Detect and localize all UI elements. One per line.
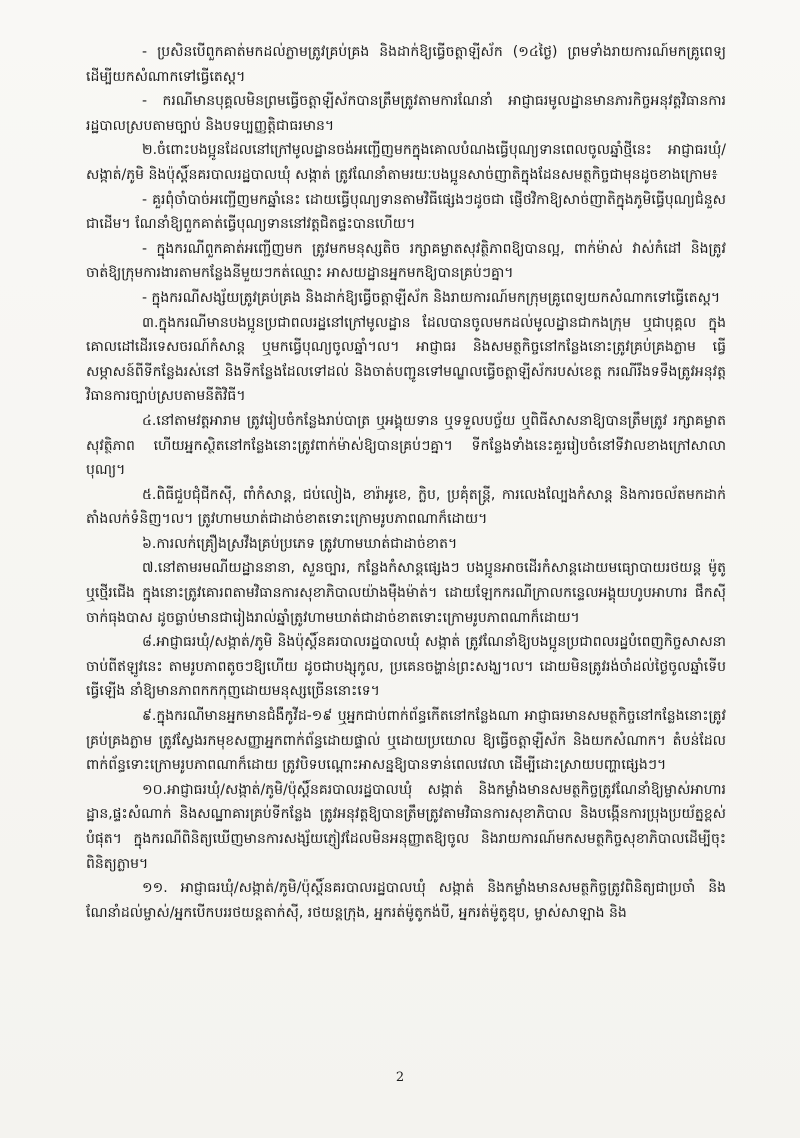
paragraph-1-bullet-quarantine: - ប្រសិនបើពួកគាត់មកដល់ភ្លាមត្រូវគ្រប់គ្រង និងដាក់ឱ្យធ្វើចត្តាឡីស័ក (១៤ថ្ងៃ) ព្រមទាំងរាយការណ៍មកគ្រូពេទ្យ ដើម្បីយកសំណាកទៅធ្វើតេស្ត។ xyxy=(86,44,726,85)
paragraph-4-bullet-no-travel: - គួរពុំចាំបាច់អញ្ជើញមកឆ្នាំនេះ ដោយធ្វើបុណ្យទានតាមវិធីផ្សេងៗដូចជា ផ្ញើថវិកាឱ្យសាច់ញាតិក្នុងភូមិធ្វើបុណ្យជំនួសជាដើម។ ណែនាំឱ្យពួកគាត់ធ្វើបុណ្យទាននៅវត្តជិតផ្ទះបានហើយ។ xyxy=(86,191,726,233)
paragraph-11-item-7: ៧.នៅតាមរមណីយដ្ឋាននានា, សួនច្បារ, កន្លែងកំសាន្តផ្សេងៗ បងប្អូនអាចដើរកំសាន្តដោយមធ្យោបាយរថយន្ត ម៉ូតូ ឬថ្មើរជើង ក្នុងនោះត្រូវគោរពតាមវិធានការសុខាភិបាលយ៉ាងម៉ឺងម៉ាត់។ ដោយឡែកករណីក្រាលកន្ទេលអង្គុយហូបអាហារ ផឹកស៊ី ចាក់ធុងបាស ដូចធ្លាប់មានជារៀងរាល់ឆ្នាំត្រូវហាមឃាត់ជាដាច់ខាតទោះក្រោមរូបភាពណាក៏ដោយ។ xyxy=(86,560,726,626)
paragraph-10-item-6: ៦.ការលក់គ្រឿងស្រវឹងគ្រប់ប្រភេទ ត្រូវហាមឃាត់ជាដាច់ខាត។ xyxy=(142,535,458,552)
paragraph-12-item-8: ៨.អាជ្ញាធរឃុំ/សង្កាត់/ភូមិ និងប៉ុស្តិ៍នគរបាលរដ្ឋបាលឃុំ សង្កាត់ ត្រូវណែនាំឱ្យបងប្អូនប្រជាពលរដ្ឋបំពេញកិច្ចសាសនាចាប់ពីឥឡូវនេះ តាមរូបភាពតូចៗឱ្យហើយ ដូចជាបង្សុកូល, ប្រគេនចង្ហាន់ព្រះសង្ឃ។ល។ ដោយមិនត្រូវរង់ចាំដល់ថ្ងៃចូលឆ្នាំទើបធ្វើឡើង នាំឱ្យមានភាពកកកុញដោយមនុស្សច្រើននោះទេ។ xyxy=(86,634,726,700)
paragraph-15-item-11: ១១. អាជ្ញាធរឃុំ/សង្កាត់/ភូមិ/ប៉ុស្តិ៍នគរបាលរដ្ឋបាលឃុំ សង្កាត់ និងកម្លាំងមានសមត្ថកិច្ចត្រូវពិនិត្យជាប្រចាំ និងណែនាំដល់ម្ចាស់/អ្នកបើកបររថយន្តតាក់ស៊ី, រថយន្តក្រុង, អ្នករត់ម៉ូតូកង់បី, អ្នករត់ម៉ូតូឌុប, ម្ចាស់សាឡាង និង xyxy=(86,880,726,921)
paragraph-5-bullet-safety: - ក្នុងករណីពួកគាត់អញ្ជើញមក ត្រូវមកមនុស្សតិច រក្សាគម្លាតសុវត្ថិភាពឱ្យបានល្អ, ពាក់ម៉ាស់ វាស់កំដៅ និងត្រូវចាត់ឱ្យក្រុមការងារតាមកន្លែងនីមួយៗកត់ឈ្មោះ អាសយដ្ឋានអ្នកមកឱ្យបានគ្រប់ៗគ្នា។ xyxy=(86,240,726,282)
paragraph-7-item-3: ៣.ក្នុងករណីមានបងប្អូនប្រជាពលរដ្ឋនៅក្រៅមូលដ្ឋាន ដែលបានចូលមកដល់មូលដ្ឋានជាកងក្រុម ឬជាបុគ្គល ក្នុងគោលដៅដើរទេសចរណ៍កំសាន្ត ឬមកធ្វើបុណ្យចូលឆ្នាំ។ល។ អាជ្ញាធរ និងសមត្ថកិច្ចនៅកន្លែងនោះត្រូវគ្រប់គ្រងភ្លាម ធ្វើសម្ភាសន៍ពីទីកន្លែងរស់នៅ និងទីកន្លែងដែលទៅដល់ និងចាត់បញ្ជូនទៅមណ្ឌលធ្វើចត្តាឡីស័ករបស់ខេត្ត ករណីរឹងទទឹងត្រូវអនុវត្តវិធានការច្បាប់ស្របតាមនីតិវិធី។ xyxy=(86,314,726,405)
paragraph-8-item-4: ៤.នៅតាមវត្តអារាម ត្រូវរៀបចំកន្លែងរាប់បាត្រ ឬអង្គុយទាន ឬទទួលបច្ច័យ ឬពិធីសាសនាឱ្យបានត្រឹមត្រូវ រក្សាគម្លាតសុវត្ថិភាព ហើយអ្នកស្ថិតនៅកន្លែងនោះត្រូវពាក់ម៉ាស់ឱ្យបានគ្រប់ៗគ្នា។ ទីកន្លែងទាំងនេះគួររៀបចំនៅទីវាលខាងក្រៅសាលាបុណ្យ។ xyxy=(86,412,726,479)
paragraph-14-item-10: ១០.អាជ្ញាធរឃុំ/សង្កាត់/ភូមិ/ប៉ុស្តិ៍នគរបាលរដ្ឋបាលឃុំ សង្កាត់ និងកម្លាំងមានសមត្ថកិច្ចត្រូវណែនាំឱ្យម្ចាស់អាហារដ្ឋាន,ផ្ទះសំណាក់ និងសណ្ឋាគារគ្រប់ទីកន្លែង ត្រូវអនុវត្តឱ្យបានត្រឹមត្រូវតាមវិធានការសុខាភិបាល និងបង្កើនការប្រុងប្រយ័ត្នខ្ពស់បំផុត។ ក្នុងករណីពិនិត្យឃើញមានការសង្ស័យភ្ញៀវដែលមិនអនុញ្ញាតឱ្យចូល និងរាយការណ៍មកសមត្ថកិច្ចសុខាភិបាលដើម្បីចុះពិនិត្យភ្លាម។ xyxy=(86,781,726,872)
page-number: 2 xyxy=(395,1070,405,1085)
paragraph-13-item-9: ៩.ក្នុងករណីមានអ្នកមានជំងឺកូវីដ-១៩ ឬអ្នកជាប់ពាក់ព័ន្ធកើតនៅកន្លែងណា អាជ្ញាធរមានសមត្ថកិច្ចនៅកន្លែងនោះត្រូវគ្រប់គ្រងភ្លាម ត្រូវស្វែងរកមុខសញ្ញាអ្នកពាក់ព័ន្ធដោយផ្ទាល់ ឬដោយប្រយោល ឱ្យធ្វើចត្តាឡីស័ក និងយកសំណាក។ តំបន់ដែលពាក់ព័ន្ធទោះក្រោមរូបភាពណាក៏ដោយ ត្រូវបិទបណ្តោះអាសន្នឱ្យបានទាន់ពេលវេលា ដើម្បីដោះស្រាយបញ្ហាផ្សេងៗ។ xyxy=(86,708,726,774)
paragraph-2-bullet-legal-measures: - ករណីមានបុគ្គលមិនព្រមធ្វើចត្តាឡីស័កបានត្រឹមត្រូវតាមការណែនាំ អាជ្ញាធរមូលដ្ឋានមានភារកិច្ចអនុវត្តវិធានការរដ្ឋបាលស្របតាមច្បាប់ និងបទប្បញ្ញត្តិជាធរមាន។ xyxy=(86,93,726,134)
document-body xyxy=(86,40,726,925)
paragraph-3-item-2: ២.ចំពោះបងប្អូនដែលនៅក្រៅមូលដ្ឋានចង់អញ្ជើញមកក្នុងគោលបំណងធ្វើបុណ្យទានពេលចូលឆ្នាំថ្មីនេះ អាជ្ញាធរឃុំ/សង្កាត់/ភូមិ និងប៉ុស្តិ៍នគរបាលរដ្ឋបាលឃុំ សង្កាត់ ត្រូវណែនាំតាមរយៈបងប្អូនសាច់ញាតិក្នុងដែនសមត្ថកិច្ចជាមុនដូចខាងក្រោម៖ xyxy=(86,142,726,183)
paragraph-9-item-5: ៥.ពិធីជួបជុំជីកស៊ី, ពាំកំសាន្ត, ជប់លៀង, ខារ៉ាអូខេ, ក្លិប, ប្រគុំតន្ត្រី, ការលេងល្បែងកំសាន្ត និងការចល័តមកដាក់តាំងលក់ទំនិញ។ល។ ត្រូវហាមឃាត់ជាដាច់ខាតទោះក្រោមរូបភាពណាក៏ដោយ។ xyxy=(86,486,726,528)
paragraph-6-bullet-suspected: - ក្នុងករណីសង្ស័យត្រូវគ្រប់គ្រង និងដាក់ឱ្យធ្វើចត្តាឡីស័ក និងរាយការណ៍មកក្រុមគ្រូពេទ្យយកសំណាកទៅធ្វើតេស្ត។ xyxy=(142,289,721,306)
